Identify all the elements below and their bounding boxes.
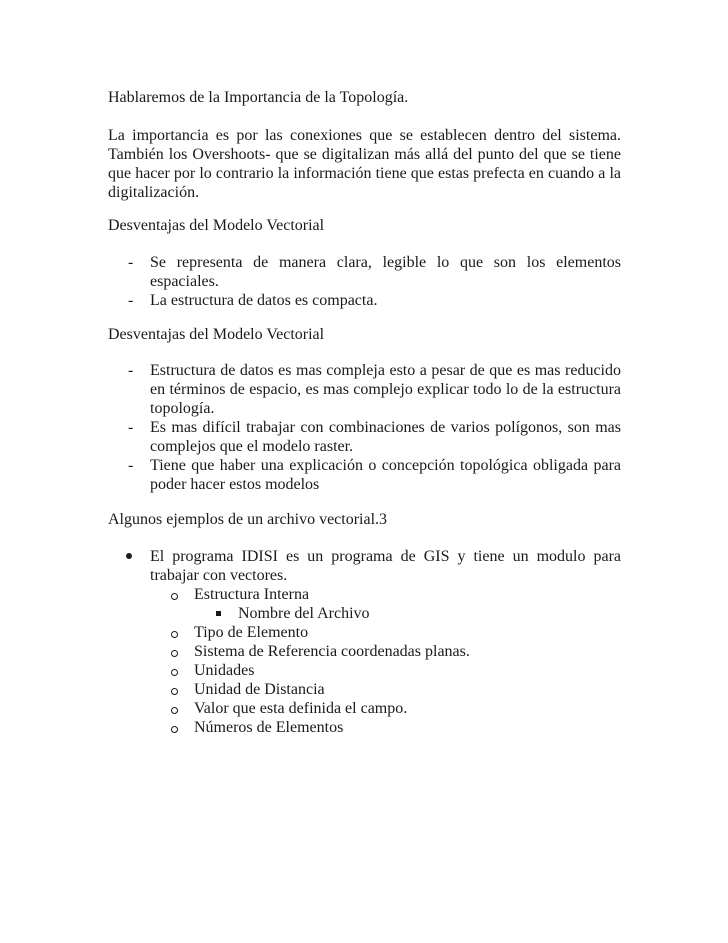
sub-item-text: Números de Elementos	[194, 719, 344, 736]
sub-list-item	[108, 661, 621, 680]
dash-marker: -	[128, 457, 134, 474]
list-item-text: Se representa de manera clara, legible lo que son los elementos espaciales.	[150, 254, 621, 290]
section-heading-2: Desventajas del Modelo Vectorial	[108, 326, 325, 343]
sub-sub-list-item	[108, 604, 621, 623]
list-item	[108, 456, 621, 494]
sub-item-text: Valor que esta definida el campo.	[194, 700, 408, 717]
list-item-text: Estructura de datos es mas compleja esto a pesar de que es mas reducido en términos de espacio, es mas complejo explicar todo lo de la estructura topología.	[150, 362, 621, 417]
list-item	[108, 291, 621, 310]
bullet-icon	[126, 553, 132, 559]
section-heading-1: Desventajas del Modelo Vectorial	[108, 217, 325, 234]
dash-marker: -	[128, 362, 134, 379]
list-item	[108, 418, 621, 456]
list-item-text: Tiene que haber una explicación o concepción topológica obligada para poder hacer estos modelos	[150, 457, 621, 493]
sub-list-item	[108, 642, 621, 661]
circle-bullet-icon	[171, 688, 178, 695]
sub-sub-item-text: Nombre del Archivo	[238, 605, 370, 622]
dash-marker: -	[128, 419, 134, 436]
sub-list-item	[108, 585, 621, 604]
sub-item-text: Tipo de Elemento	[194, 624, 309, 641]
sub-list-item	[108, 699, 621, 718]
list-item	[108, 361, 621, 418]
section-heading-3: Algunos ejemplos de un archivo vectorial.3	[108, 511, 388, 528]
list-item-text: El programa IDISI es un programa de GIS y tiene un modulo para trabajar con vectores.	[150, 548, 621, 584]
sub-item-text: Unidades	[194, 662, 255, 679]
sub-list-item	[108, 623, 621, 642]
circle-bullet-icon	[171, 650, 178, 657]
intro-line: Hablaremos de la Importancia de la Topología.	[108, 89, 409, 106]
examples-list	[108, 547, 621, 737]
square-bullet-icon	[216, 611, 221, 616]
disadvantages-list-2	[108, 361, 621, 494]
importance-paragraph: La importancia es por las conexiones que se establecen dentro del sistema. También los Overshoots- que se digitalizan más allá del punto del que se tiene que hacer por lo contrario la información tiene que estas prefecta en cuando a la digitalización.	[108, 127, 621, 201]
list-item-text: La estructura de datos es compacta.	[150, 292, 378, 309]
dash-marker: -	[128, 292, 134, 309]
circle-bullet-icon	[171, 631, 178, 638]
sub-item-text: Estructura Interna	[194, 586, 310, 603]
sub-item-text: Sistema de Referencia coordenadas planas.	[194, 643, 470, 660]
circle-bullet-icon	[171, 726, 178, 733]
circle-bullet-icon	[171, 593, 178, 600]
list-item-text: Es mas difícil trabajar con combinaciones de varios polígonos, son mas complejos que el modelo raster.	[150, 419, 621, 455]
sub-list-item	[108, 718, 621, 737]
circle-bullet-icon	[171, 669, 178, 676]
sub-item-text: Unidad de Distancia	[194, 681, 325, 698]
dash-marker: -	[128, 254, 134, 271]
list-item	[108, 547, 621, 585]
sub-list-item	[108, 680, 621, 699]
list-item	[108, 253, 621, 291]
circle-bullet-icon	[171, 707, 178, 714]
disadvantages-list-1	[108, 253, 621, 310]
